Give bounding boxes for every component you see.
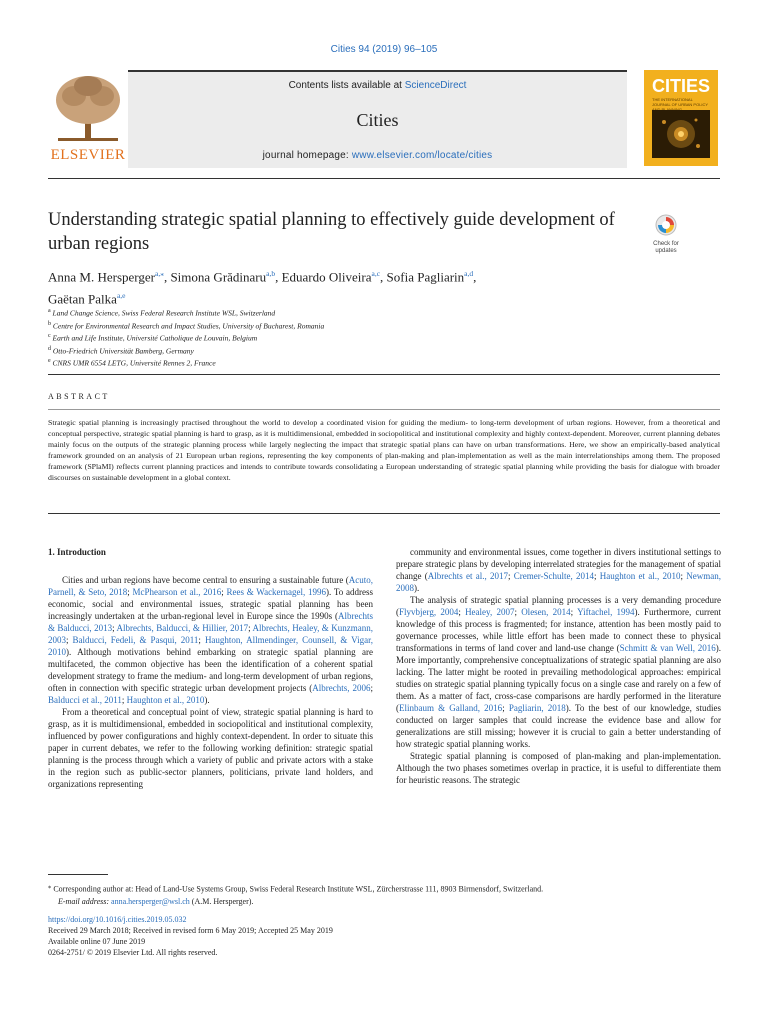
affiliation-marker: b (48, 320, 51, 327)
affiliation-text: Land Change Science, Swiss Federal Research Institute WSL, Switzerland (52, 308, 276, 318)
paragraph-text: From a theoretical and conceptual point of view, strategic spatial planning is hard to grasp, as it is multidimensional, embedded in sociopolitical and institutional complexity, influenced by power configurations and highly context-dependent. In order to situate this paper in current debates, we refer to the following working definition: strategic spatial planning is the process through which a variety of public and private actors with a stake in the region such as public-sector planners, politicians, private land holders, and organizations representing (48, 707, 373, 789)
contents-line (128, 80, 627, 91)
masthead-info-box (128, 70, 627, 168)
citation-link[interactable]: McPhearson et al., 2016 (132, 587, 222, 597)
elsevier-wordmark: ELSEVIER (50, 147, 126, 163)
citation-link[interactable]: Yiftachel, 1994 (577, 607, 635, 617)
author-name[interactable]: Simona Grădinaru (170, 269, 267, 285)
article-title: Understanding strategic spatial planning to effectively guide development of urban regions (48, 210, 615, 254)
abstract-heading-divider (48, 409, 720, 410)
affiliation-text: CNRS UMR 6554 LETG, Université Rennes 2, France (52, 358, 216, 368)
crossmark-label: Check for updates (653, 241, 679, 254)
homepage-prefix: journal homepage: (262, 150, 352, 161)
author-separator: , (163, 269, 171, 285)
affiliation-item (48, 319, 688, 332)
body-column-right (396, 546, 721, 786)
paragraph-text: ; (594, 571, 600, 581)
section-heading: 1. Introduction (48, 547, 106, 557)
citation-link[interactable]: Balducci, Fedeli, & Pasqui, 2011 (72, 635, 199, 645)
journal-name: Cities (356, 110, 399, 130)
footnote-text: Corresponding author at: Head of Land-Use Systems Group, Swiss Federal Research Institute WSL, Zürcherstrasse 111, 8903 Birmensdorf, Switzerland. (51, 884, 544, 894)
abstract-top-divider (48, 374, 720, 375)
paragraph-text: ). Furthermore, current knowledge of this process is fragmented; for instance, attention has been mostly paid to governance processes, while little effort has been made to connect these to physical transformations in terms of land cover and land-use change ( (396, 607, 721, 653)
paragraph-text: ). (204, 695, 210, 705)
left-paragraphs (48, 574, 373, 790)
journal-reference[interactable]: Cities 94 (2019) 96–105 (330, 44, 438, 55)
citation-link[interactable]: Cremer-Schulte, 2014 (513, 571, 594, 581)
cover-city-lights-image (652, 110, 710, 158)
citation-link[interactable]: Healey, 2007 (465, 607, 515, 617)
affiliation-text: Earth and Life Institute, Université Catholique de Louvain, Belgium (52, 333, 258, 343)
affiliation-item (48, 306, 688, 319)
affiliation-item (48, 344, 688, 357)
author-affiliation-marker[interactable]: a,⁎ (154, 269, 164, 278)
paragraph-text: Cities and urban regions have become central to ensuring a sustainable future ( (62, 575, 349, 585)
cover-subtitle: THE INTERNATIONAL JOURNAL OF URBAN POLICY (652, 97, 709, 107)
homepage-link[interactable]: www.elsevier.com/locate/cities (351, 150, 493, 161)
paragraph-text: ; (370, 683, 373, 693)
citation-link[interactable]: Olesen, 2014 (521, 607, 571, 617)
affiliation-marker: a (48, 308, 51, 314)
citation-link[interactable]: Haughton, Allmendinger, Counsell, & Vigar, 2010 (48, 635, 373, 657)
body-paragraph (48, 706, 373, 790)
right-paragraphs (396, 546, 721, 786)
cover-title: CITIES (652, 76, 711, 96)
journal-cover-image[interactable] (644, 70, 718, 166)
citation-link[interactable]: Albrechts et al., 2017 (427, 571, 508, 581)
sciencedirect-link[interactable]: ScienceDirect (404, 80, 467, 91)
affiliation-item (48, 356, 688, 369)
author-separator: , (473, 269, 477, 285)
affiliation-marker: c (48, 333, 51, 339)
paragraph-text: ; (112, 623, 117, 633)
citation-link[interactable]: Balducci et al., 2011 (48, 695, 122, 705)
paragraph-text: ; (507, 571, 514, 581)
affiliation-item (48, 331, 688, 344)
citation-link[interactable]: Haughton et al., 2010 (126, 695, 205, 705)
affiliation-text: Otto-Friedrich Universität Bamberg, Germany (52, 346, 194, 355)
author-affiliation-marker[interactable]: a,d (464, 269, 474, 278)
author-separator: , (275, 269, 282, 285)
footnote-divider (48, 874, 108, 875)
homepage-line (128, 150, 627, 161)
affiliation-list (48, 306, 688, 369)
paragraph-text: ; (127, 587, 133, 597)
author-name[interactable]: Eduardo Oliveira (281, 269, 372, 285)
paragraph-text: ). More importantly, comprehensive conceptualizations of strategic spatial planning are also lacking. The latter might be rooted in prevailing methodological approaches: empirical studies on strategic spatial planning typically focus on a single case and rarely on a few of them. As a matter of fact, cross-case comparisons are hardly performed in the literature ( (396, 643, 721, 713)
paragraph-text: Strategic spatial planning is composed of plan-making and plan-implementation. Although the two phases sometimes overlap in practice, it is useful to differentiate them for heuristic reasons. The strategic (396, 751, 721, 785)
author-affiliation-marker[interactable]: a,c (371, 269, 381, 278)
paragraph-text: ; (66, 635, 73, 645)
citation-link[interactable]: Albrechts, Balducci, & Hillier, 2017 (116, 623, 249, 633)
paragraph-text: ; (514, 607, 522, 617)
affiliation-marker: d (48, 345, 51, 352)
doi-link[interactable]: https://doi.org/10.1016/j.cities.2019.05.032 (48, 915, 187, 924)
paragraph-text: ; (502, 703, 509, 713)
citation-link[interactable]: Flyvbjerg, 2004 (399, 607, 459, 617)
paragraph-text: community and environmental issues, come together in divers institutional settings to prepare strategic plans by developing interrelated strategies for the management of spatial change ( (396, 547, 721, 581)
header-divider (48, 178, 720, 179)
paragraph-text: The analysis of strategic spatial planning processes is a very demanding procedure ( (396, 595, 721, 617)
citation-link[interactable]: Haughton et al., 2010 (599, 571, 681, 581)
author-affiliation-marker[interactable]: a,e (116, 291, 126, 301)
author-name[interactable]: Gaëtan Palka (48, 291, 117, 307)
paragraph-text: ). (414, 583, 420, 593)
citation-link[interactable]: Schmitt & van Well, 2016 (619, 643, 716, 653)
paragraph-text: ). To address economic, social and environmental issues, strategic spatial planning has been increasingly undertaken at the urban-regional level in Europe since the 1990s ( (48, 587, 373, 621)
paragraph-text: ; (570, 607, 578, 617)
author-separator: , (380, 269, 387, 285)
paragraph-text: ; (680, 571, 687, 581)
crossmark-badge[interactable] (646, 214, 686, 254)
paragraph-text: ; (458, 607, 466, 617)
affiliation-marker: e (48, 358, 51, 364)
footnote-marker: ⁎ (48, 883, 52, 890)
citation-link[interactable]: Elinbaum & Galland, 2016 (399, 703, 503, 713)
paragraph-text: ; (198, 635, 205, 645)
paragraph-text: ; (248, 623, 253, 633)
body-paragraph (396, 594, 721, 750)
journal-masthead (48, 70, 627, 166)
body-paragraph (396, 750, 721, 786)
body-paragraph (396, 546, 721, 594)
crossmark-icon (655, 214, 677, 236)
email-suffix: (A.M. Hersperger). (189, 896, 254, 906)
author-name[interactable]: Anna M. Hersperger (48, 269, 155, 285)
copyright-line: 0264-2751/ © 2019 Elsevier Ltd. All rights reserved. (48, 948, 218, 957)
publication-info (48, 914, 720, 958)
author-list (48, 264, 688, 309)
elsevier-logo (48, 70, 128, 166)
abstract-heading: ABSTRACT (48, 392, 110, 401)
elsevier-tree-icon (48, 70, 128, 146)
paragraph-text: ; (121, 695, 127, 705)
paragraph-text: ; (221, 587, 227, 597)
citation-link[interactable]: Acuto, Parnell, & Seto, 2018 (48, 575, 373, 597)
contents-prefix: Contents lists available at (288, 80, 405, 91)
citation-link[interactable]: Albrechts & Balducci, 2013 (48, 611, 373, 633)
citation-link[interactable]: Albrechts, 2006 (312, 683, 371, 693)
author-email-link[interactable]: anna.hersperger@wsl.ch (111, 896, 190, 906)
citation-link[interactable]: Pagliarin, 2018 (508, 703, 566, 713)
abstract-bottom-divider (48, 513, 720, 514)
citation-link[interactable]: Albrechts, Healey, & Kunzmann, 2003 (48, 623, 373, 645)
body-paragraph (48, 574, 373, 706)
citation-link[interactable]: Newman, 2008 (396, 571, 721, 593)
citation-link[interactable]: Rees & Wackernagel, 1996 (226, 587, 327, 597)
paragraph-text: ). Although motivations behind embarking on strategic spatial planning are multifaceted, the common objective has been the identification of a coherent spatial development strategy to frame the medium- and long-term development of urban regions, often in connection with specific strategic urban development projects ( (48, 647, 373, 693)
corresponding-author-footnote (48, 881, 720, 908)
author-affiliation-marker[interactable]: a,b (266, 269, 276, 278)
paragraph-text: ). To the best of our knowledge, studies conducted on larger samples that could increase the evidence base and allow for generalizations are still missing; however it is crucial to gain a better understanding of how strategic spatial planning works. (396, 703, 721, 749)
body-column-left (48, 546, 373, 790)
received-dates: Received 29 March 2018; Received in revised form 6 May 2019; Accepted 25 May 2019 (48, 926, 333, 935)
email-label: E-mail address: (58, 896, 110, 906)
available-online-date: Available online 07 June 2019 (48, 937, 146, 946)
affiliation-text: Centre for Environmental Research and Impact Studies, University of Bucharest, Romania (52, 321, 325, 330)
abstract-text: Strategic spatial planning is increasingly practised throughout the world to develop a coordinated vision for guiding the medium- to long-term development of urban regions. However, from a theoretical and conceptual perspective, strategic spatial planning is hard to grasp, as it is multidimensional, embedded in sociopolitical and institutional complexity and highly context-dependent. Moreover, current planning debates mainly focus on the outputs of the strategic planning process while largely neglecting the impact that strategic spatial plans can have on urban transformations. Here, we show an empirically-based analytical framework grounded on an analysis of 21 European urban regions, representing the key components of plan-making and plan-implementation as well as the main interrelationships among them. The proposed framework (SPlaMI) reflects current planning practices and intends to contribute towards consolidating a European understanding of strategic spatial planning while providing the basis for dialogue with broader discourses on sustainable development in a global context. (48, 418, 720, 482)
author-name[interactable]: Sofia Pagliarin (386, 269, 465, 285)
